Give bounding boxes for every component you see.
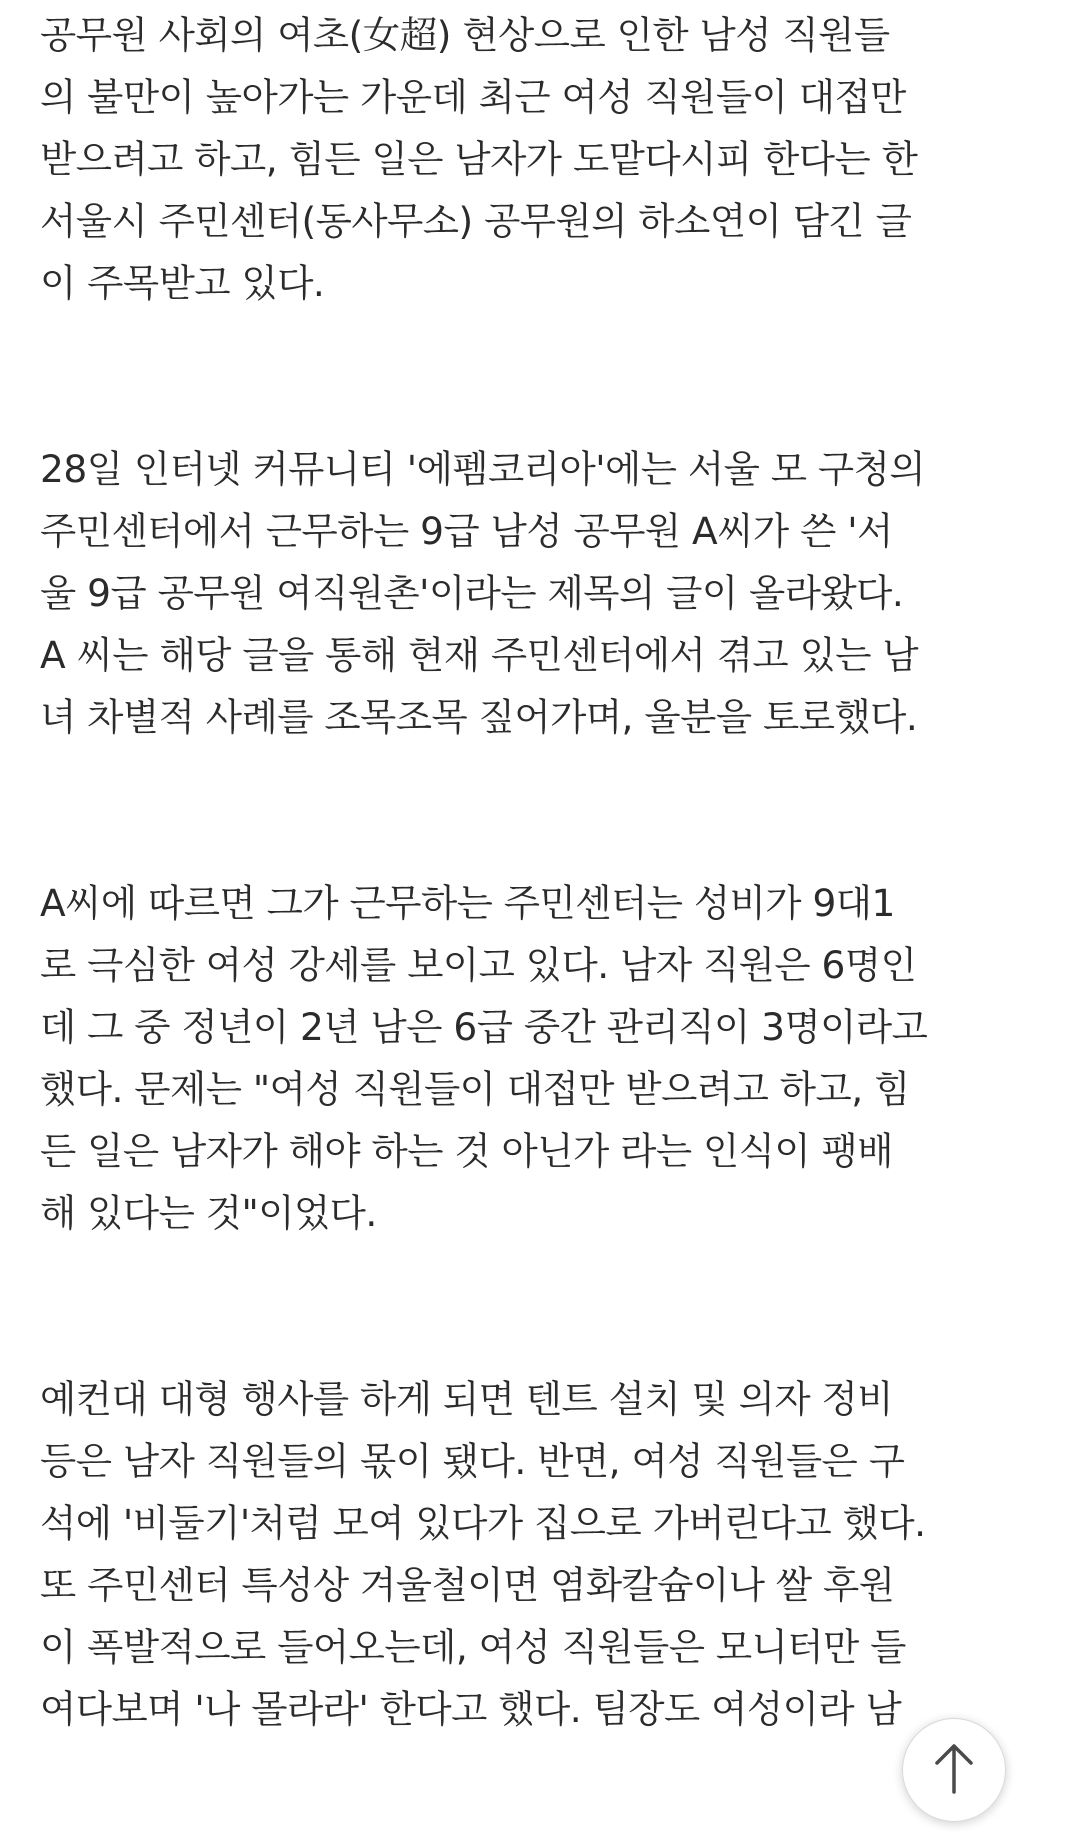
paragraph-gap bbox=[40, 748, 1060, 872]
paragraph-3 bbox=[40, 872, 1060, 1244]
paragraph-1 bbox=[40, 4, 1060, 314]
text-line: 든 일은 남자가 해야 하는 것 아닌가 라는 인식이 팽배 bbox=[40, 1129, 894, 1173]
text-line: 석에 '비둘기'처럼 모여 있다가 집으로 가버린다고 했다. bbox=[40, 1501, 926, 1545]
text-line: 이 폭발적으로 들어오는데, 여성 직원들은 모니터만 들 bbox=[40, 1625, 906, 1669]
text-line: 로 극심한 여성 강세를 보이고 있다. 남자 직원은 6명인 bbox=[40, 943, 917, 987]
text-line: 여다보며 '나 몰라라' 한다고 했다. 팀장도 여성이라 남 bbox=[40, 1687, 902, 1731]
text-line: 등은 남자 직원들의 몫이 됐다. 반면, 여성 직원들은 구 bbox=[40, 1439, 905, 1483]
scroll-to-top-button[interactable] bbox=[902, 1718, 1006, 1822]
text-line: A씨에 따르면 그가 근무하는 주민센터는 성비가 9대1 bbox=[40, 881, 895, 925]
text-line: 또 주민센터 특성상 겨울철이면 염화칼슘이나 쌀 후원 bbox=[40, 1563, 895, 1607]
text-line: 서울시 주민센터(동사무소) 공무원의 하소연이 담긴 글 bbox=[40, 199, 912, 243]
text-line: 데 그 중 정년이 2년 남은 6급 중간 관리직이 3명이라고 bbox=[40, 1005, 928, 1049]
text-line: 해 있다는 것"이었다. bbox=[40, 1191, 377, 1235]
text-line: 예컨대 대형 행사를 하게 되면 텐트 설치 및 의자 정비 bbox=[40, 1377, 894, 1421]
text-line: 울 9급 공무원 여직원촌'이라는 제목의 글이 올라왔다. bbox=[40, 571, 904, 615]
text-line: 녀 차별적 사례를 조목조목 짚어가며, 울분을 토로했다. bbox=[40, 695, 918, 739]
text-line: A 씨는 해당 글을 통해 현재 주민센터에서 겪고 있는 남 bbox=[40, 633, 919, 677]
paragraph-gap bbox=[40, 314, 1060, 438]
text-line: 의 불만이 높아가는 가운데 최근 여성 직원들이 대접만 bbox=[40, 75, 906, 119]
paragraph-2 bbox=[40, 438, 1060, 748]
text-line: 28일 인터넷 커뮤니티 '에펨코리아'에는 서울 모 구청의 bbox=[40, 447, 926, 491]
article-body bbox=[40, 4, 1060, 1740]
text-line: 주민센터에서 근무하는 9급 남성 공무원 A씨가 쓴 '서 bbox=[40, 509, 893, 553]
text-line: 받으려고 하고, 힘든 일은 남자가 도맡다시피 한다는 한 bbox=[40, 137, 918, 181]
text-line: 공무원 사회의 여초(女超) 현상으로 인한 남성 직원들 bbox=[40, 13, 890, 57]
paragraph-4 bbox=[40, 1368, 1060, 1740]
arrow-up-icon bbox=[931, 1742, 977, 1799]
text-line: 했다. 문제는 "여성 직원들이 대접만 받으려고 하고, 힘 bbox=[40, 1067, 910, 1111]
paragraph-gap bbox=[40, 1244, 1060, 1368]
text-line: 이 주목받고 있다. bbox=[40, 261, 325, 305]
